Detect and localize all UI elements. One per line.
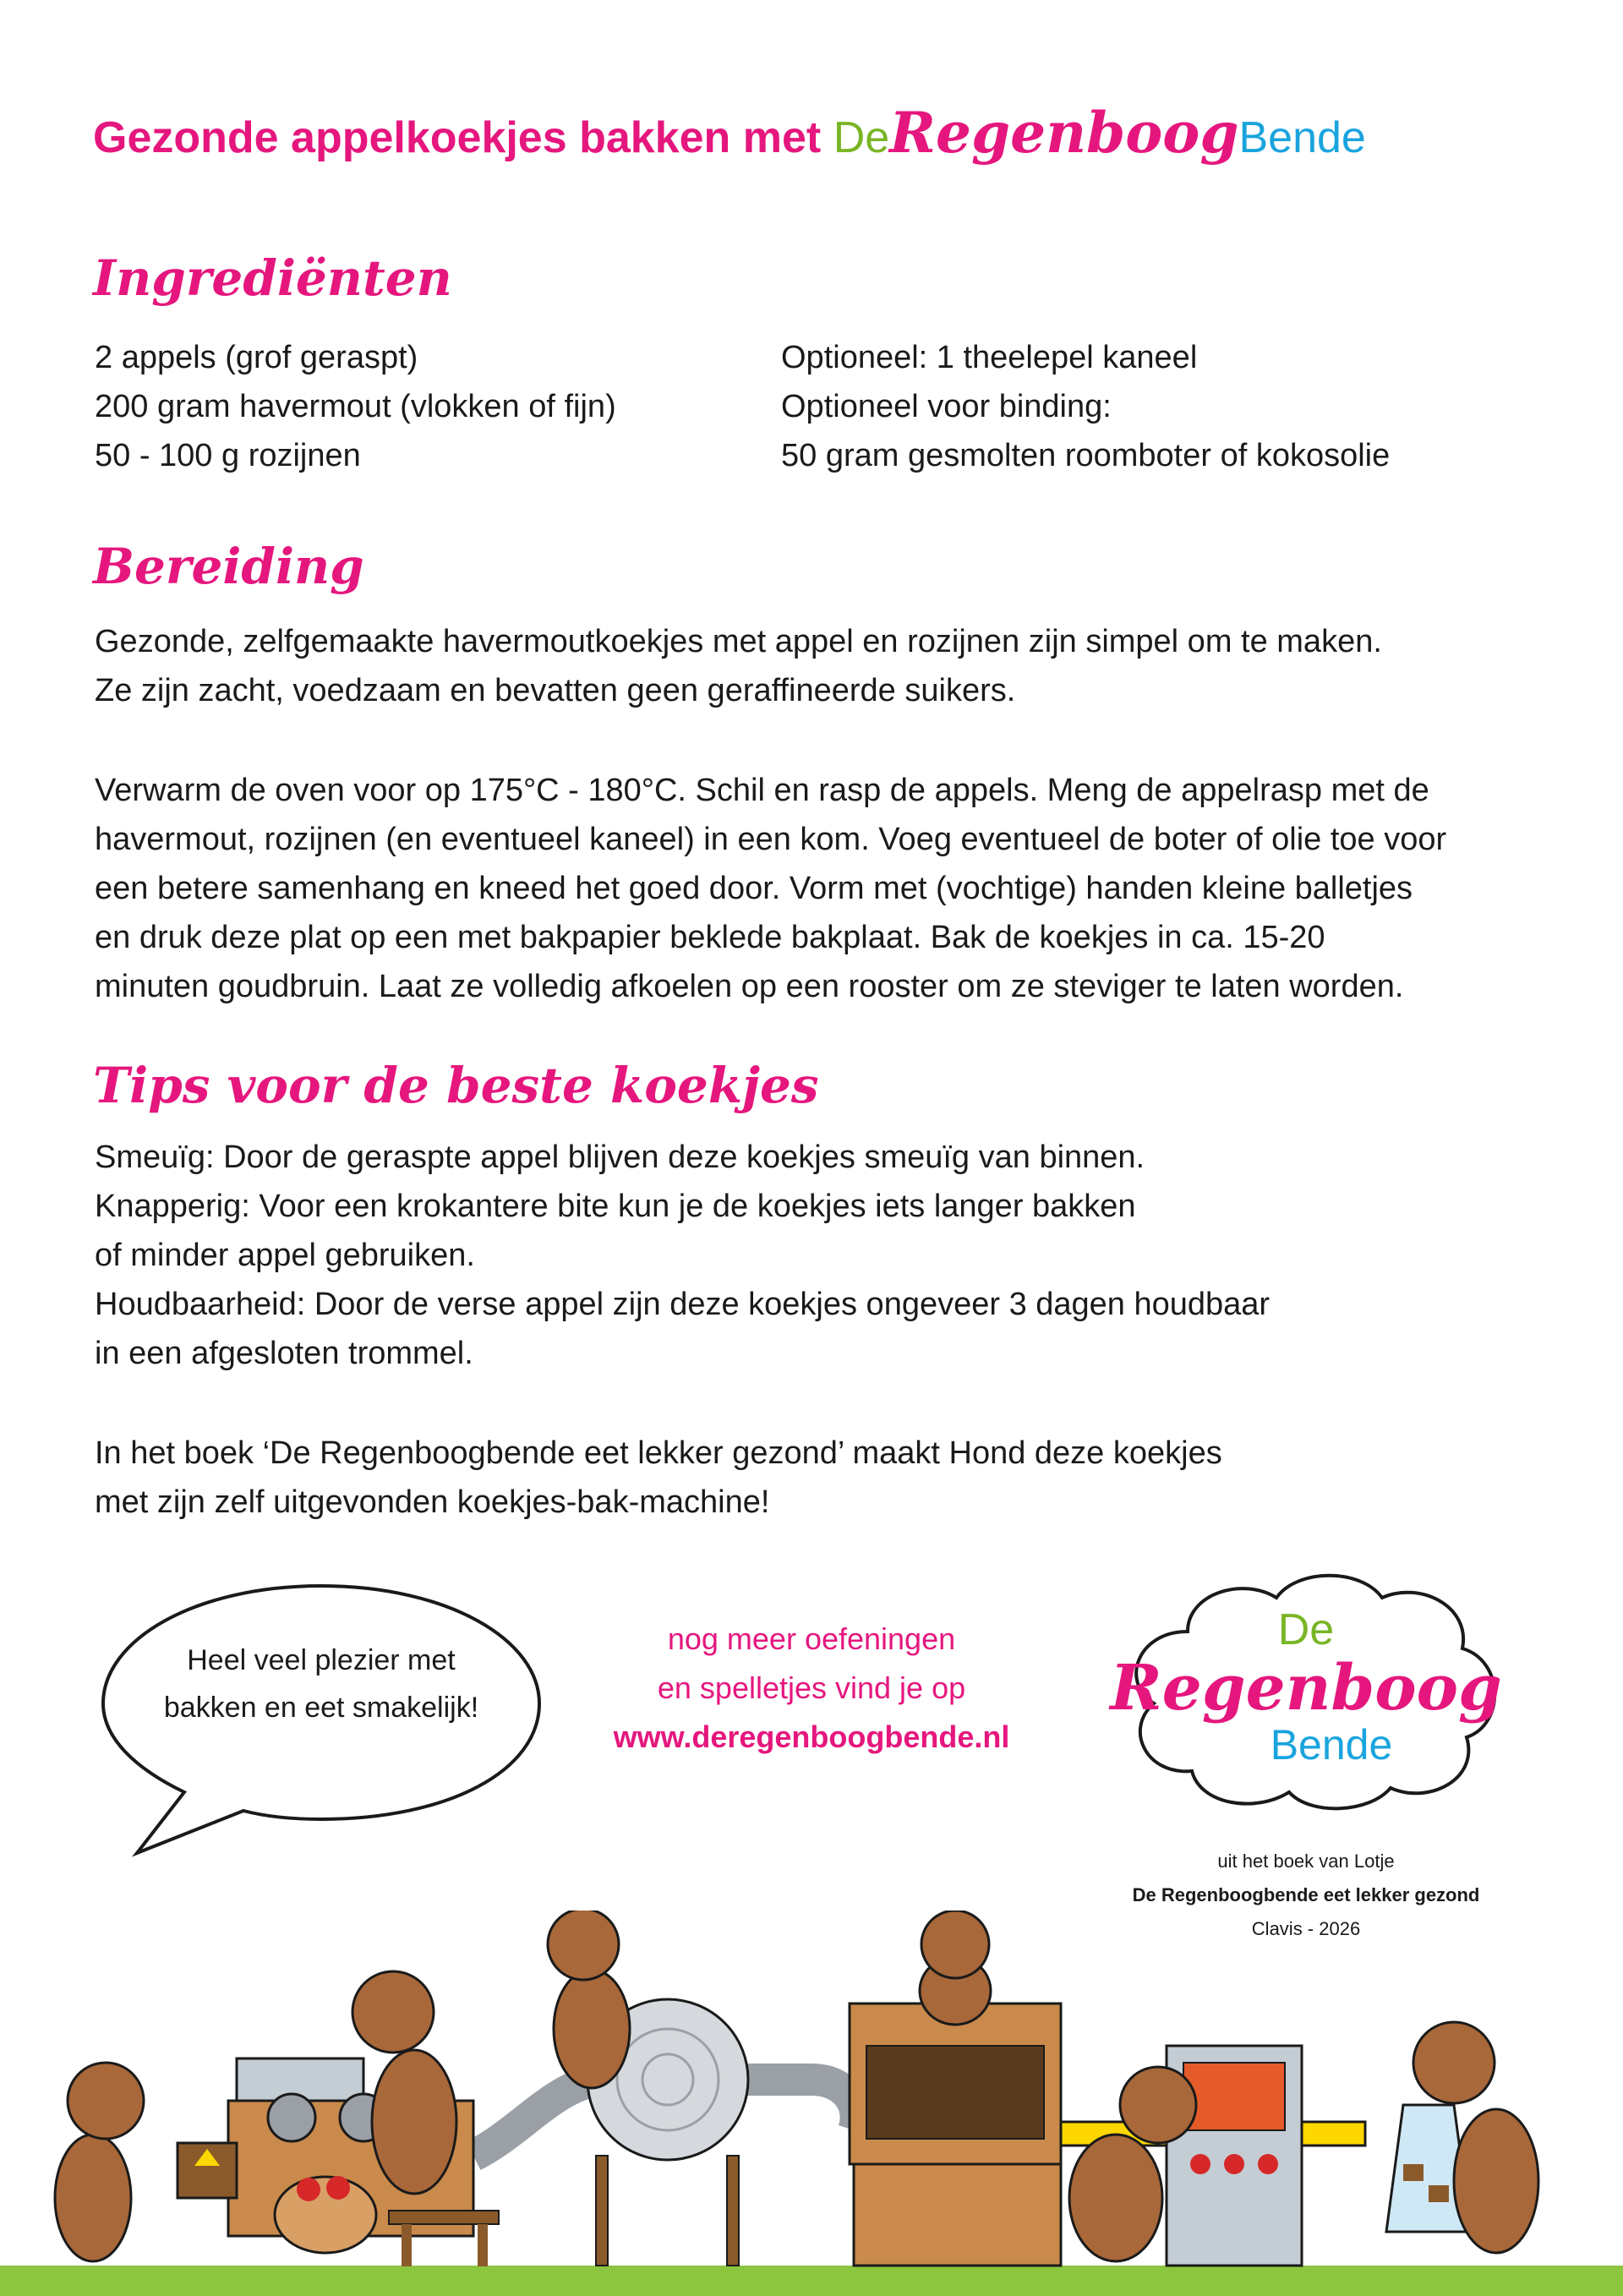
website-link[interactable]: www.deregenboogbende.nl <box>613 1719 1010 1754</box>
promo-line: en spelletjes vind je op <box>657 1670 966 1705</box>
tip-line: in een afgesloten trommel. <box>95 1336 473 1371</box>
paragraph-line: met zijn zelf uitgevonden koekjes-bak-machine! <box>95 1484 770 1520</box>
bubble-line: Heel veel plezier met <box>187 1644 456 1676</box>
credit-book-title: De Regenboogbende eet lekker gezond <box>1132 1884 1480 1905</box>
ingredients-heading: Ingrediënten <box>93 249 452 307</box>
promo-block <box>575 1615 1048 1762</box>
paragraph-line: In het boek ‘De Regenboogbende eet lekker gezond’ maakt Hond deze koekjes <box>95 1435 1222 1471</box>
title-brand-bende: Bende <box>1238 113 1366 162</box>
preparation-intro <box>95 617 1382 715</box>
tip-line: of minder appel gebruiken. <box>95 1238 475 1273</box>
paragraph-line: minuten goudbruin. Laat ze volledig afkoelen op een rooster om ze steviger te laten worden. <box>95 969 1404 1004</box>
tip-line: Knapperig: Voor een krokantere bite kun je de koekjes iets langer bakken <box>95 1189 1136 1224</box>
dog-1 <box>55 2063 144 2261</box>
credit-line: Clavis - 2026 <box>1251 1918 1361 1939</box>
tip-line: Smeuïg: Door de geraspte appel blijven deze koekjes smeuïg van binnen. <box>95 1140 1145 1175</box>
dog-3 <box>548 1911 630 2088</box>
paragraph-line: een betere samenhang en kneed het goed door. Vorm met (vochtige) handen kleine balletjes <box>95 871 1413 906</box>
paragraph-line: Gezonde, zelfgemaakte havermoutkoekjes met appel en rozijnen zijn simpel om te maken. <box>95 624 1382 659</box>
ingredient-item: Optioneel: 1 theelepel kaneel <box>781 340 1198 375</box>
paragraph-line: en druk deze plat op een met bakpapier beklede bakplaat. Bak de koekjes in ca. 15-20 <box>95 920 1325 955</box>
grass-ground <box>0 2266 1623 2296</box>
ingredient-item: Optioneel voor binding: <box>781 389 1112 424</box>
cookie-press <box>850 2004 1061 2266</box>
stool <box>389 2211 499 2266</box>
ingredient-item: 50 - 100 g rozijnen <box>95 438 361 473</box>
ingredient-item: 2 appels (grof geraspt) <box>95 340 418 375</box>
credit-line: uit het boek van Lotje <box>1217 1850 1395 1872</box>
page-title <box>93 100 1366 166</box>
paragraph-line: Verwarm de oven voor op 175°C - 180°C. Schil en rasp de appels. Meng de appelrasp met de <box>95 773 1429 808</box>
title-text: Gezonde appelkoekjes bakken met <box>93 113 822 162</box>
bubble-line: bakken en eet smakelijk! <box>163 1692 479 1724</box>
tip-line: Houdbaarheid: Door de verse appel zijn deze koekjes ongeveer 3 dagen houdbaar <box>95 1287 1271 1322</box>
paragraph-line: havermout, rozijnen (en eventueel kaneel) in een kom. Voeg eventueel de boter of olie toe voor <box>95 822 1447 857</box>
cookie-machine-illustration <box>0 1911 1623 2296</box>
logo-de: De <box>1277 1605 1335 1654</box>
ingredients-right-list <box>781 333 1390 480</box>
bubble-text <box>110 1637 533 1731</box>
tips-list <box>95 1133 1270 1378</box>
tips-heading: Tips voor de beste koekjes <box>93 1057 819 1114</box>
preparation-steps <box>95 766 1446 1011</box>
book-note <box>95 1429 1222 1527</box>
ingredients-left-list <box>95 333 616 480</box>
paragraph-line: Ze zijn zacht, voedzaam en bevatten geen geraffineerde suikers. <box>95 673 1016 708</box>
ingredient-item: 200 gram havermout (vlokken of fijn) <box>95 389 616 424</box>
preparation-heading: Bereiding <box>93 538 364 595</box>
promo-line: nog meer oefeningen <box>667 1621 956 1656</box>
ingredient-item: 50 gram gesmolten roomboter of kokosolie <box>781 438 1391 473</box>
title-brand-de: De <box>833 113 890 162</box>
logo <box>1107 1606 1505 1767</box>
dog-4 <box>920 1911 991 2025</box>
title-brand-regenboog: Regenboog <box>889 100 1239 166</box>
logo-bende: Bende <box>1270 1721 1393 1768</box>
apple-basket <box>275 2176 376 2253</box>
logo-regenboog: Regenboog <box>1110 1652 1502 1725</box>
